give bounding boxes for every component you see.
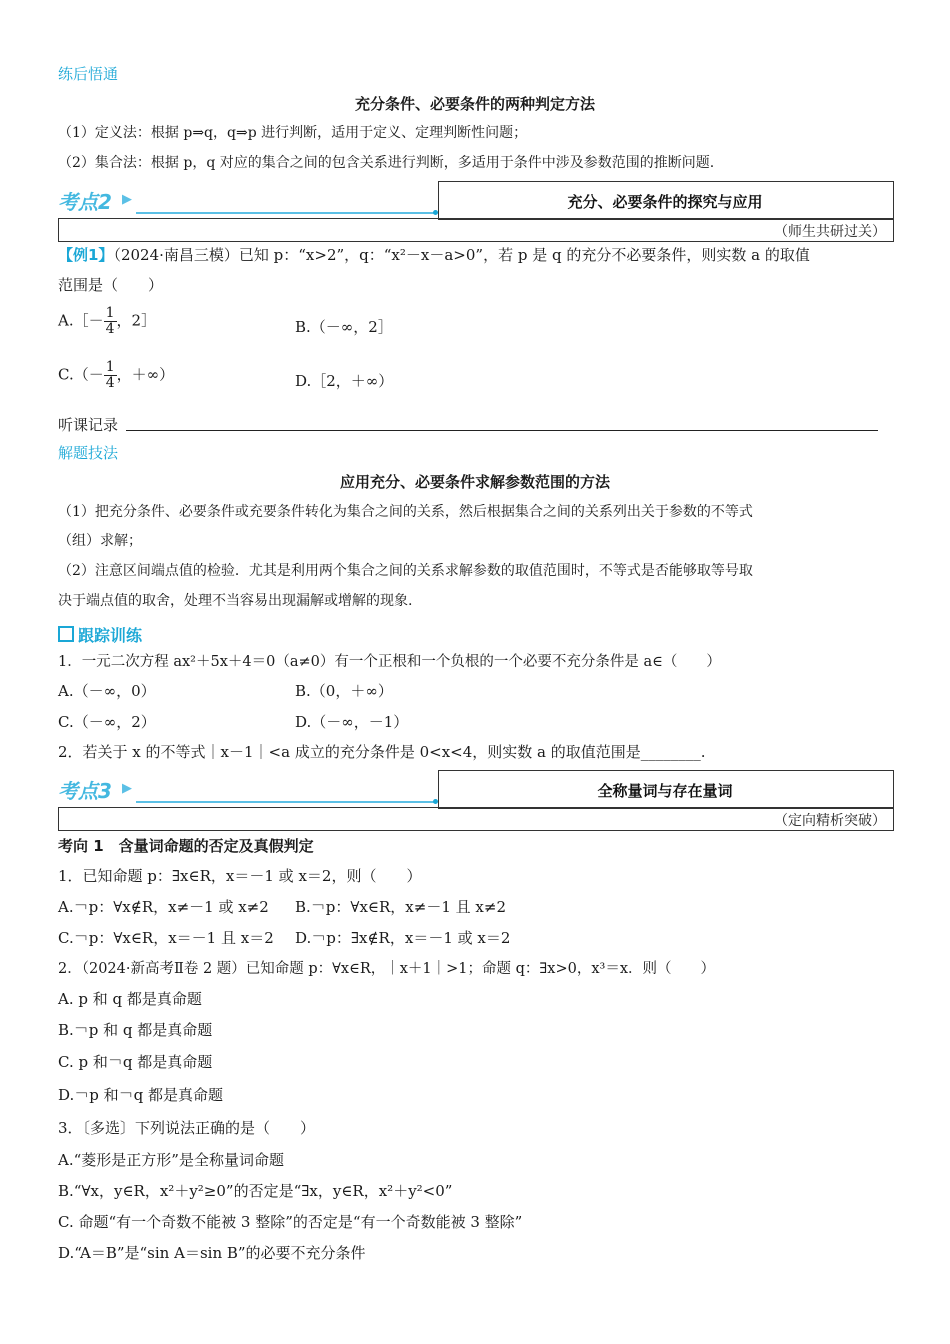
section-header-technique: 解题技法: [58, 444, 119, 462]
d1-q2-option-c: C. p 和￢q 都是真命题: [58, 1053, 213, 1071]
kaodian-2-arrow-icon: ▶: [122, 192, 132, 207]
method-line-1: （1）定义法：根据 p⇒q，q⇒p 进行判断，适用于定义、定理判断性问题；: [58, 125, 528, 141]
example-1-stem-2: 范围是（ ）: [58, 276, 164, 294]
example-1-stem: 【例1】（2024·南昌三模）已知 p：“x>2”，q：“x²－x－a>0”，若 p 是 q 的充分不必要条件，则实数 a 的取值: [58, 246, 810, 264]
d1-q2-option-d: D.￢p 和￢q 都是真命题: [58, 1086, 224, 1104]
d1-q1-option-a: A.￢p：∀x∉R，x≠－1 或 x≠2: [58, 898, 269, 916]
d1-q3: 3．〔多选〕下列说法正确的是（ ）: [58, 1119, 316, 1137]
technique-line-2: （组）求解；: [58, 533, 142, 549]
kaodian-3-sub: （定向精析突破）: [774, 813, 886, 829]
d1-q3-option-a: A.“菱形是正方形”是全称量词命题: [58, 1151, 284, 1169]
kaodian-3-arrow-icon: ▶: [122, 781, 132, 796]
tracking-q1-option-d: D.（－∞，－1）: [295, 713, 409, 731]
example-1-option-b: B.（－∞，2］: [295, 318, 393, 336]
kaodian-2-sub-box: [58, 218, 894, 242]
d1-q2-option-a: A. p 和 q 都是真命题: [58, 990, 202, 1008]
tracking-q1: 1．一元二次方程 ax²＋5x＋4＝0（a≠0）有一个正根和一个负根的一个必要不充分条件是 a∈（ ）: [58, 654, 721, 670]
kaodian-3-underline: [136, 801, 436, 803]
kaodian-3-badge: 考点3: [58, 779, 112, 803]
example-1-option-c: C.（－ $\frac{1}{4}$ ，＋∞）: [58, 359, 175, 391]
d1-q1: 1．已知命题 p：∃x∈R，x＝－1 或 x＝2，则（ ）: [58, 867, 422, 885]
d1-q2-option-b: B.￢p 和 q 都是真命题: [58, 1021, 213, 1039]
notes-line[interactable]: [126, 430, 878, 431]
method-title: 充分条件、必要条件的两种判定方法: [354, 95, 595, 113]
technique-line-1: （1）把充分条件、必要条件或充要条件转化为集合之间的关系，然后根据集合之间的关系列出关于参数的不等式: [58, 504, 753, 520]
method-line-2: （2）集合法：根据 p，q 对应的集合之间的包含关系进行判断，多适用于条件中涉及参数范围的推断问题.: [58, 155, 715, 171]
example-1-option-d: D.［2，＋∞）: [295, 372, 394, 390]
section-header-practice: 练后悟通: [58, 65, 119, 83]
example-1-label: 【例1】: [58, 246, 114, 264]
kaodian-2-badge: 考点2: [58, 190, 112, 214]
technique-line-4: 决于端点值的取舍，处理不当容易出现漏解或增解的现象.: [58, 593, 413, 609]
d1-q1-option-c: C.￢p：∀x∈R，x＝－1 且 x＝2: [58, 929, 274, 947]
tracking-q1-option-a: A.（－∞，0）: [58, 682, 156, 700]
notes-label: 听课记录: [58, 416, 119, 434]
d1-q1-option-b: B.￢p：∀x∈R，x≠－1 且 x≠2: [295, 898, 506, 916]
d1-q1-option-d: D.￢p：∃x∉R，x＝－1 或 x＝2: [295, 929, 511, 947]
kaodian-2-sub: （师生共研过关）: [774, 224, 886, 240]
tracking-q1-option-b: B.（0，＋∞）: [295, 682, 393, 700]
direction-1-title: 考向 1 含量词命题的否定及真假判定: [58, 837, 314, 855]
tracking-header: 跟踪训练: [58, 623, 142, 646]
d1-q2: 2．（2024·新高考Ⅱ卷 2 题）已知命题 p：∀x∈R，｜x＋1｜>1；命题 q：∃x>0，x³＝x．则（ ）: [58, 961, 716, 977]
d1-q3-option-b: B.“∀x，y∈R，x²＋y²≥0”的否定是“∃x，y∈R，x²＋y²<0”: [58, 1182, 453, 1200]
technique-title: 应用充分、必要条件求解参数范围的方法: [339, 473, 610, 491]
d1-q3-option-c: C. 命题“有一个奇数不能被 3 整除”的否定是“有一个奇数能被 3 整除”: [58, 1213, 523, 1231]
d1-q3-option-d: D.“A＝B”是“sin A＝sin B”的必要不充分条件: [58, 1244, 366, 1262]
checkbox-icon: [58, 626, 74, 642]
technique-line-3: （2）注意区间端点值的检验．尤其是利用两个集合之间的关系求解参数的取值范围时，不等式是否能够取等号取: [58, 563, 753, 579]
tracking-q1-option-c: C.（－∞，2）: [58, 713, 156, 731]
kaodian-3-sub-box: [58, 807, 894, 831]
tracking-q2: 2．若关于 x 的不等式｜x－1｜<a 成立的充分条件是 0<x<4，则实数 a 的取值范围是________.: [58, 743, 706, 761]
kaodian-3-title: 全称量词与存在量词: [597, 782, 733, 800]
kaodian-2-title: 充分、必要条件的探究与应用: [567, 193, 763, 211]
kaodian-2-underline: [136, 212, 436, 214]
example-1-option-a: A.［－ $\frac{1}{4}$ ，2］: [58, 305, 157, 337]
